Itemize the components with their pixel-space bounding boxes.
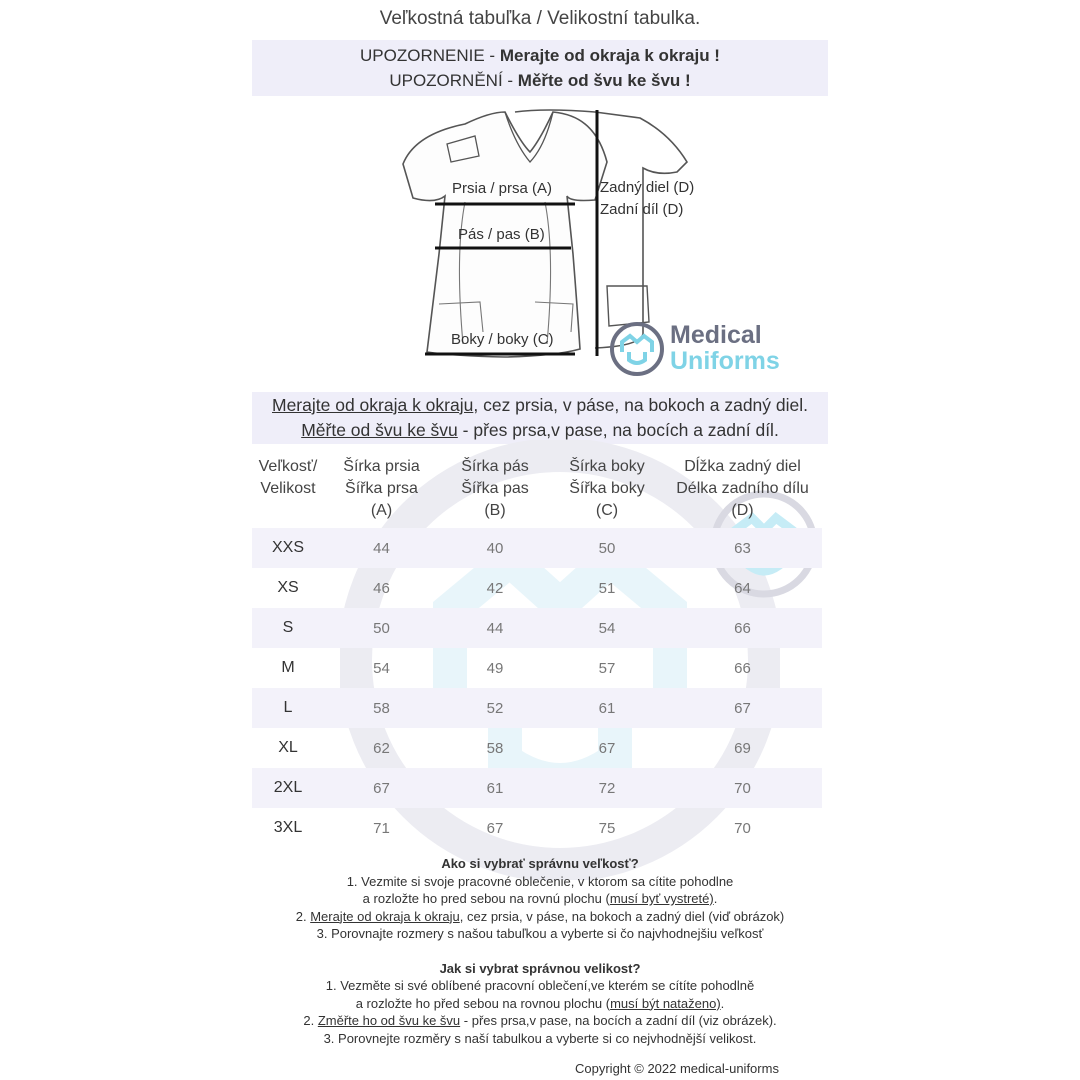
size-cell: 3XL <box>273 819 303 836</box>
hips-cell: 67 <box>598 739 616 757</box>
table-row <box>252 768 822 808</box>
hips-cell: 61 <box>551 688 663 728</box>
table-row <box>252 808 822 848</box>
measure-cz-underlined: Měřte od švu ke švu <box>301 420 458 440</box>
warning-cz <box>252 68 828 93</box>
help-sk-heading: Ako si vybrať správnu veľkosť? <box>441 856 639 871</box>
help-cz-step2: 2. Změřte ho od švu ke švu - přes prsa,v pase, na bocích a zadní díl (viz obrázek). <box>303 1013 777 1028</box>
copyright: Copyright © 2022 medical-uniforms <box>575 1061 779 1076</box>
help-sk-step1: 1. Vezmite si svoje pracovné oblečenie, v ktorom sa cítite pohodlne <box>346 873 734 889</box>
waist-cell: 44 <box>439 608 551 648</box>
chest-label: Prsia / prsa (A) <box>452 180 553 197</box>
measure-instructions <box>252 392 828 444</box>
table-row <box>252 648 822 688</box>
header-chest: Šírka prsia Šířka prsa (A) <box>343 458 420 519</box>
chest-cell: 62 <box>373 739 390 757</box>
table-row <box>252 568 822 608</box>
waist-cell: 40 <box>439 528 551 568</box>
back-cell: 63 <box>663 528 822 568</box>
table-row <box>252 528 822 568</box>
hips-cell: 57 <box>598 659 616 677</box>
chest-cell: 58 <box>324 688 439 728</box>
warning-sk-bold: Merajte od okraja k okraju ! <box>499 46 720 65</box>
waist-cell: 49 <box>486 659 504 677</box>
back-cell: 70 <box>734 819 751 837</box>
help-sk-step3: 3. Porovnajte rozmery s našou tabuľkou a vyberte si čo najvhodnejšiu veľkosť <box>316 926 764 941</box>
back-cell: 67 <box>663 688 822 728</box>
measure-sk-rest: , cez prsia, v páse, na bokoch a zadný diel. <box>473 395 808 415</box>
header-waist: Šírka pás Šířka pas (B) <box>461 458 529 519</box>
waist-label: Pás / pas (B) <box>458 226 545 243</box>
logo-text <box>670 322 780 374</box>
warning-cz-prefix: UPOZORNĚNÍ - <box>389 71 518 90</box>
waist-cell: 58 <box>486 739 504 757</box>
help-cz-step3: 3. Porovnejte rozměry s naší tabulkou a vyberte si co nejvhodnější velikost. <box>323 1030 757 1046</box>
table-row <box>252 608 822 648</box>
help-cz-heading: Jak si vybrat správnou velikost? <box>439 960 641 976</box>
chest-cell: 67 <box>324 768 439 808</box>
logo-line2: Uniforms <box>670 347 780 375</box>
page-title: Veľkostná tabuľka / Velikostní tabulka. <box>379 8 701 29</box>
header-back: Dĺžka zadný diel Délka zadního dílu (D) <box>676 458 809 519</box>
hips-cell: 72 <box>551 768 663 808</box>
header-size: Veľkosť/ Velikost <box>258 458 318 497</box>
warning-sk <box>252 43 828 68</box>
waist-cell: 42 <box>486 579 504 597</box>
size-cell: S <box>252 608 324 648</box>
logo-icon <box>608 320 666 378</box>
chest-cell: 44 <box>324 528 439 568</box>
chest-cell: 54 <box>373 659 390 677</box>
table-row <box>252 728 822 768</box>
back-cell: 64 <box>734 579 751 597</box>
size-cell: XXS <box>252 528 324 568</box>
chest-cell: 46 <box>373 579 390 597</box>
help-cz-step1b: a rozložte ho před sebou na rovnou plochu (musí být nataženo). <box>355 995 725 1011</box>
help-sk-step1b: a rozložte ho pred sebou na rovnú plochu (musí byť vystreté). <box>362 891 718 906</box>
size-cell: XL <box>278 739 298 756</box>
size-table <box>252 456 822 848</box>
warning-banner <box>252 40 828 96</box>
measure-cz-rest: - přes prsa,v pase, na bocích a zadní díl. <box>457 420 779 440</box>
hips-cell: 54 <box>551 608 663 648</box>
chest-cell: 71 <box>373 819 390 837</box>
hips-cell: 50 <box>551 528 663 568</box>
size-cell: L <box>252 688 324 728</box>
back-label-cz: Zadní díl (D) <box>600 201 684 218</box>
help-sk-step2: 2. Merajte od okraja k okraju, cez prsia, v páse, na bokoch a zadný diel (viď obrázok) <box>295 908 785 924</box>
size-cell: M <box>281 659 295 676</box>
back-cell: 66 <box>734 659 751 677</box>
help-cz-step1: 1. Vezměte si své oblíbené pracovní oblečení,ve kterém se cítíte pohodlně <box>325 978 755 993</box>
help-section <box>252 855 828 1047</box>
chest-cell: 50 <box>324 608 439 648</box>
size-cell: 2XL <box>252 768 324 808</box>
size-table-header <box>252 456 822 528</box>
hips-cell: 51 <box>598 579 616 597</box>
back-cell: 69 <box>734 739 751 757</box>
back-cell: 70 <box>663 768 822 808</box>
header-hips: Šírka boky Šířka boky (C) <box>569 458 645 519</box>
waist-cell: 67 <box>486 819 504 837</box>
back-label-sk: Zadný diel (D) <box>600 179 695 196</box>
waist-cell: 61 <box>439 768 551 808</box>
table-row <box>252 688 822 728</box>
waist-cell: 52 <box>439 688 551 728</box>
size-cell: XS <box>277 579 299 596</box>
back-cell: 66 <box>663 608 822 648</box>
measure-sk <box>252 393 828 418</box>
warning-sk-prefix: UPOZORNENIE - <box>360 46 500 65</box>
hips-cell: 75 <box>598 819 616 837</box>
logo-line1: Medical <box>670 321 762 349</box>
warning-cz-bold: Měřte od švu ke švu ! <box>517 71 691 90</box>
measure-sk-underlined: Merajte od okraja k okraju <box>272 395 474 415</box>
hips-label: Boky / boky (C) <box>451 331 554 348</box>
